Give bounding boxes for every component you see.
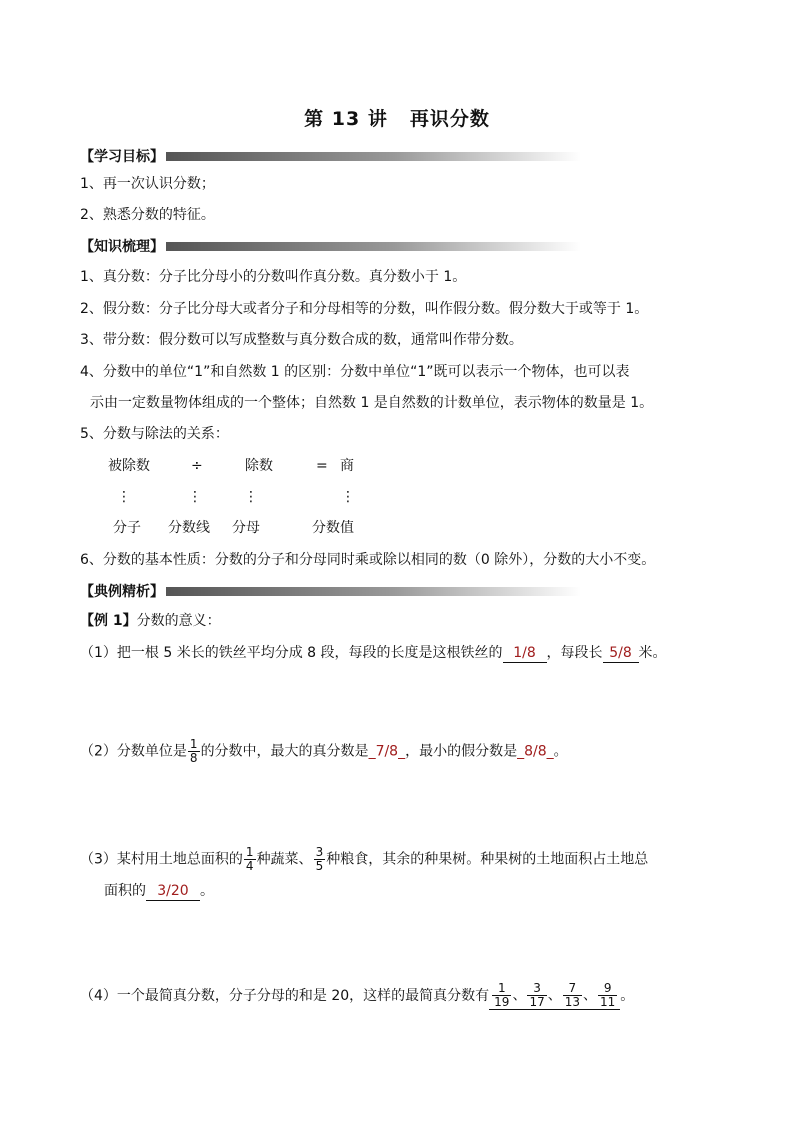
section-title: 【知识梳理】 [80,239,164,255]
question-3-continuation [104,881,214,901]
vertical-dots: ⋮ [341,489,355,505]
answer-blank[interactable]: 5/8 [603,644,639,663]
divide-sign: ÷ [191,458,203,474]
page-title [0,104,794,131]
dividend-label: 被除数 [108,458,150,474]
fraction-denominator: 8 [189,751,198,765]
answer-blank[interactable]: _7/8_ [368,743,406,760]
question-text: ，最小的假分数是 [405,743,518,760]
fraction-denominator: 13 [564,995,581,1009]
knowledge-item: 1、真分数：分子比分母小的分数叫作真分数。真分数小于 1。 [80,269,467,285]
section-divider-bar [166,587,581,596]
question-text: 面积的 [104,883,146,899]
fraction-bar-label: 分数线 [168,520,210,536]
fraction-numerator: 9 [603,981,612,995]
fraction-denominator: 11 [600,995,616,1009]
knowledge-item: 6、分数的基本性质：分数的分子和分母同时乘或除以相同的数（0 除外），分数的大小不变。 [80,552,656,568]
vertical-dots: ⋮ [117,489,131,505]
answer-blank[interactable] [489,982,620,1010]
numerator-label: 分子 [113,520,141,536]
fraction-numerator: 3 [533,981,541,995]
fraction-numerator: 1 [245,845,254,859]
separator: 、 [547,987,562,1004]
fraction-value-label: 分数值 [312,520,354,536]
example-heading [80,611,221,631]
section-header-knowledge [80,236,581,256]
section-title: 【典例精析】 [80,584,164,600]
section-divider-bar [166,152,581,161]
fraction-numerator: 3 [315,845,324,859]
fraction-numerator: 7 [568,981,577,995]
answer-blank[interactable]: 3/20 [146,882,200,901]
question-text: 。 [620,988,635,1004]
knowledge-item: 5、分数与除法的关系： [80,426,229,442]
section-title: 【学习目标】 [80,149,164,165]
fraction-numerator: 1 [189,737,198,751]
fraction-denominator: 19 [494,995,510,1009]
section-header-examples [80,581,581,601]
fraction [563,982,582,1009]
question-text: （4）一个最简真分数，分子分母的和是 20，这样的最简真分数有 [80,988,490,1004]
question-text: （3）某村用土地总面积的 [80,851,243,868]
question-text: ，每段长 [546,645,603,661]
question-text: 种蔬菜、 [256,851,313,868]
goal-item: 1、再一次认识分数； [80,176,215,192]
fraction [492,982,511,1009]
knowledge-item: 3、带分数：假分数可以写成整数与真分数合成的数，通常叫作带分数。 [80,332,523,348]
fraction [244,846,256,873]
knowledge-item: 2、假分数：分子比分母大或者分子和分母相等的分数，叫作假分数。假分数大于或等于 1。 [80,301,649,317]
example-text: 分数的意义： [136,613,221,629]
goal-item: 2、熟悉分数的特征。 [80,207,215,223]
section-header-goals [80,146,581,166]
vertical-dots: ⋮ [244,489,258,505]
fraction [314,846,326,873]
divisor-label: 除数 [245,458,273,474]
answer-blank[interactable]: 1/8 [503,644,547,663]
question-text: 。 [553,743,568,760]
separator: 、 [512,987,527,1004]
equals-sign: = [316,458,328,474]
separator: 、 [583,987,598,1004]
answer-blank[interactable]: _8/8_ [517,743,554,760]
question-text: 米。 [638,645,667,661]
fraction [188,738,200,765]
question-3 [80,846,648,873]
vertical-dots: ⋮ [188,489,202,505]
question-1 [80,643,667,663]
fraction-denominator: 4 [245,859,254,873]
knowledge-item: 4、分数中的单位“1”和自然数 1 的区别：分数中单位“1”既可以表示一个物体，也可以表 [80,364,630,380]
question-text: 种粮食，其余的种果树。种果树的土地面积占土地总 [326,851,649,868]
denominator-label: 分母 [232,520,260,536]
knowledge-item-continuation: 示由一定数量物体组成的一个整体；自然数 1 是自然数的计数单位，表示物体的数量是 1。 [90,395,654,411]
fraction [598,982,617,1009]
question-4 [80,982,634,1010]
question-text: （1）把一根 5 米长的铁丝平均分成 8 段，每段的长度是这根铁丝的 [80,645,503,661]
question-text: 的分数中，最大的真分数是 [200,743,369,760]
fraction-denominator: 5 [315,859,324,873]
lecture-number: 第 13 讲 [304,108,388,130]
quotient-label: 商 [340,458,354,474]
section-divider-bar [166,242,581,251]
fraction-denominator: 17 [529,995,545,1009]
question-text: 。 [200,883,214,899]
lecture-topic: 再识分数 [409,108,490,130]
example-label: 【例 1】 [80,613,137,629]
question-2 [80,738,568,765]
fraction-numerator: 1 [497,981,506,995]
question-text: （2）分数单位是 [80,743,187,760]
fraction [527,982,546,1009]
